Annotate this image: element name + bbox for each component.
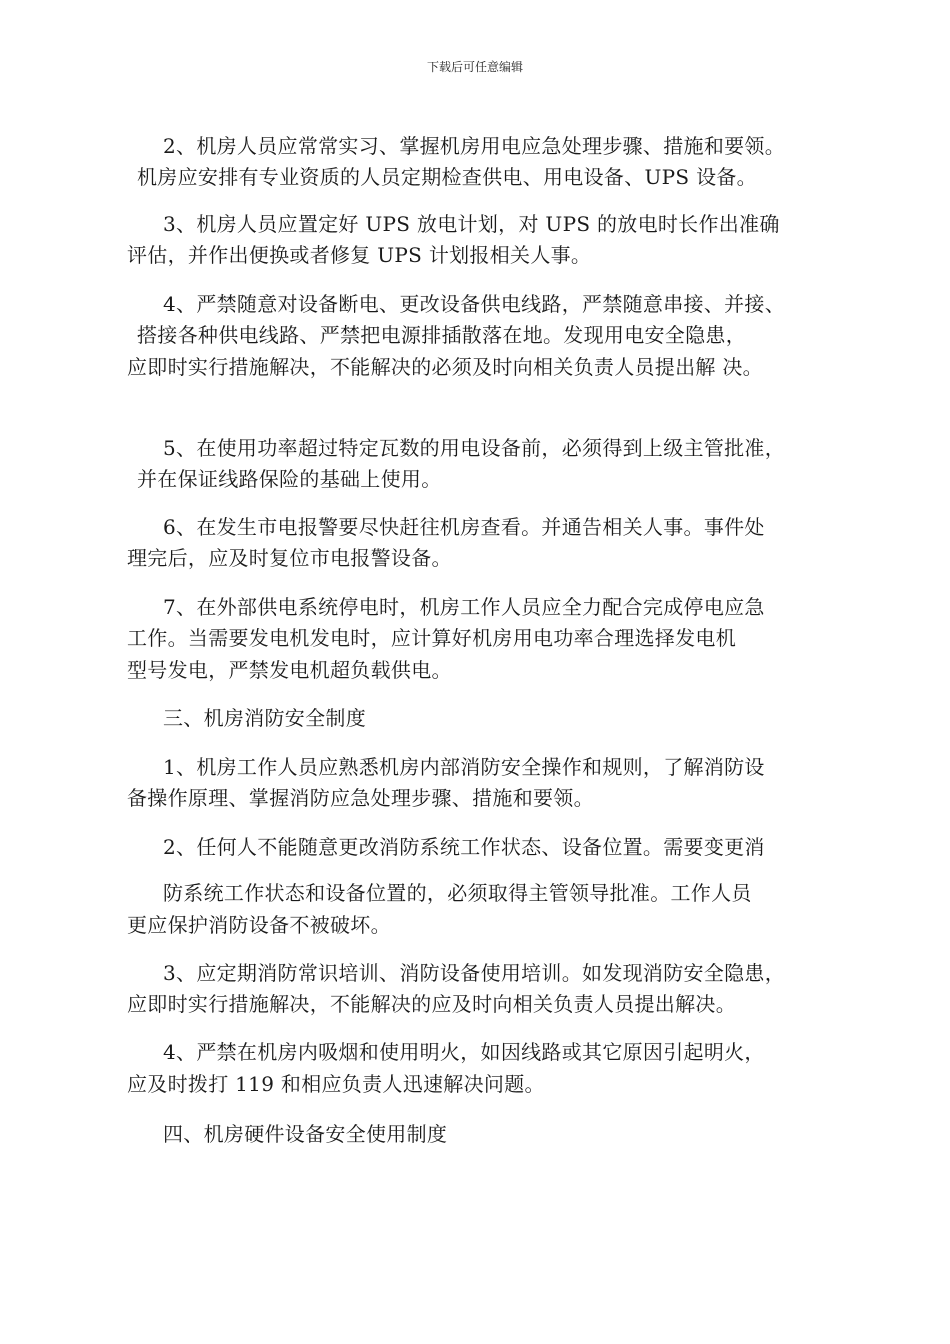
- page-header: 下载后可任意编辑: [426, 60, 523, 74]
- text-line: 型号发电，严禁发电机超负载供电。: [127, 658, 452, 682]
- text-line: 防系统工作状态和设备位置的，必须取得主管领导批准。工作人员: [163, 881, 752, 905]
- text-line: 应及时拨打 119 和相应负责人迅速解决问题。: [127, 1072, 545, 1096]
- text-line: 2、机房人员应常常实习、掌握机房用电应急处理步骤、措施和要领。: [163, 134, 786, 158]
- section-heading: 三、机房消防安全制度: [163, 706, 366, 730]
- text-line: 5、在使用功率超过特定瓦数的用电设备前，必须得到上级主管批准，: [163, 436, 786, 460]
- text-line: 并在保证线路保险的基础上使用。: [137, 467, 442, 491]
- text-line: 4、严禁随意对设备断电、更改设备供电线路，严禁随意串接、并接、: [163, 292, 786, 316]
- text-line: 理完后，应及时复位市电报警设备。: [127, 546, 452, 570]
- text-line: 3、机房人员应置定好 UPS 放电计划，对 UPS 的放电时长作出准确: [163, 212, 780, 236]
- text-line: 应即时实行措施解决，不能解决的应及时向相关负责人员提出解决。: [127, 992, 736, 1016]
- text-line: 6、在发生市电报警要尽快赶往机房查看。并通告相关人事。事件处: [163, 515, 765, 539]
- text-line: 工作。当需要发电机发电时，应计算好机房用电功率合理选择发电机: [127, 626, 736, 650]
- text-line: 2、任何人不能随意更改消防系统工作状态、设备位置。需要变更消: [163, 835, 765, 859]
- text-line: 7、在外部供电系统停电时，机房工作人员应全力配合完成停电应急: [163, 595, 765, 619]
- text-line: 应即时实行措施解决，不能解决的必须及时向相关负责人员提出解 决。: [127, 355, 763, 379]
- text-line: 机房应安排有专业资质的人员定期检查供电、用电设备、UPS 设备。: [137, 165, 757, 189]
- text-line: 1、机房工作人员应熟悉机房内部消防安全操作和规则，了解消防设: [163, 755, 765, 779]
- text-line: 评估，并作出便换或者修复 UPS 计划报相关人事。: [127, 243, 592, 267]
- text-line: 备操作原理、掌握消防应急处理步骤、措施和要领。: [127, 786, 594, 810]
- text-line: 搭接各种供电线路、严禁把电源排插散落在地。发现用电安全隐患，: [137, 323, 746, 347]
- text-line: 更应保护消防设备不被破坏。: [127, 913, 391, 937]
- text-line: 3、应定期消防常识培训、消防设备使用培训。如发现消防安全隐患，: [163, 961, 786, 985]
- section-heading: 四、机房硬件设备安全使用制度: [163, 1122, 448, 1146]
- text-line: 4、严禁在机房内吸烟和使用明火，如因线路或其它原因引起明火，: [163, 1040, 765, 1064]
